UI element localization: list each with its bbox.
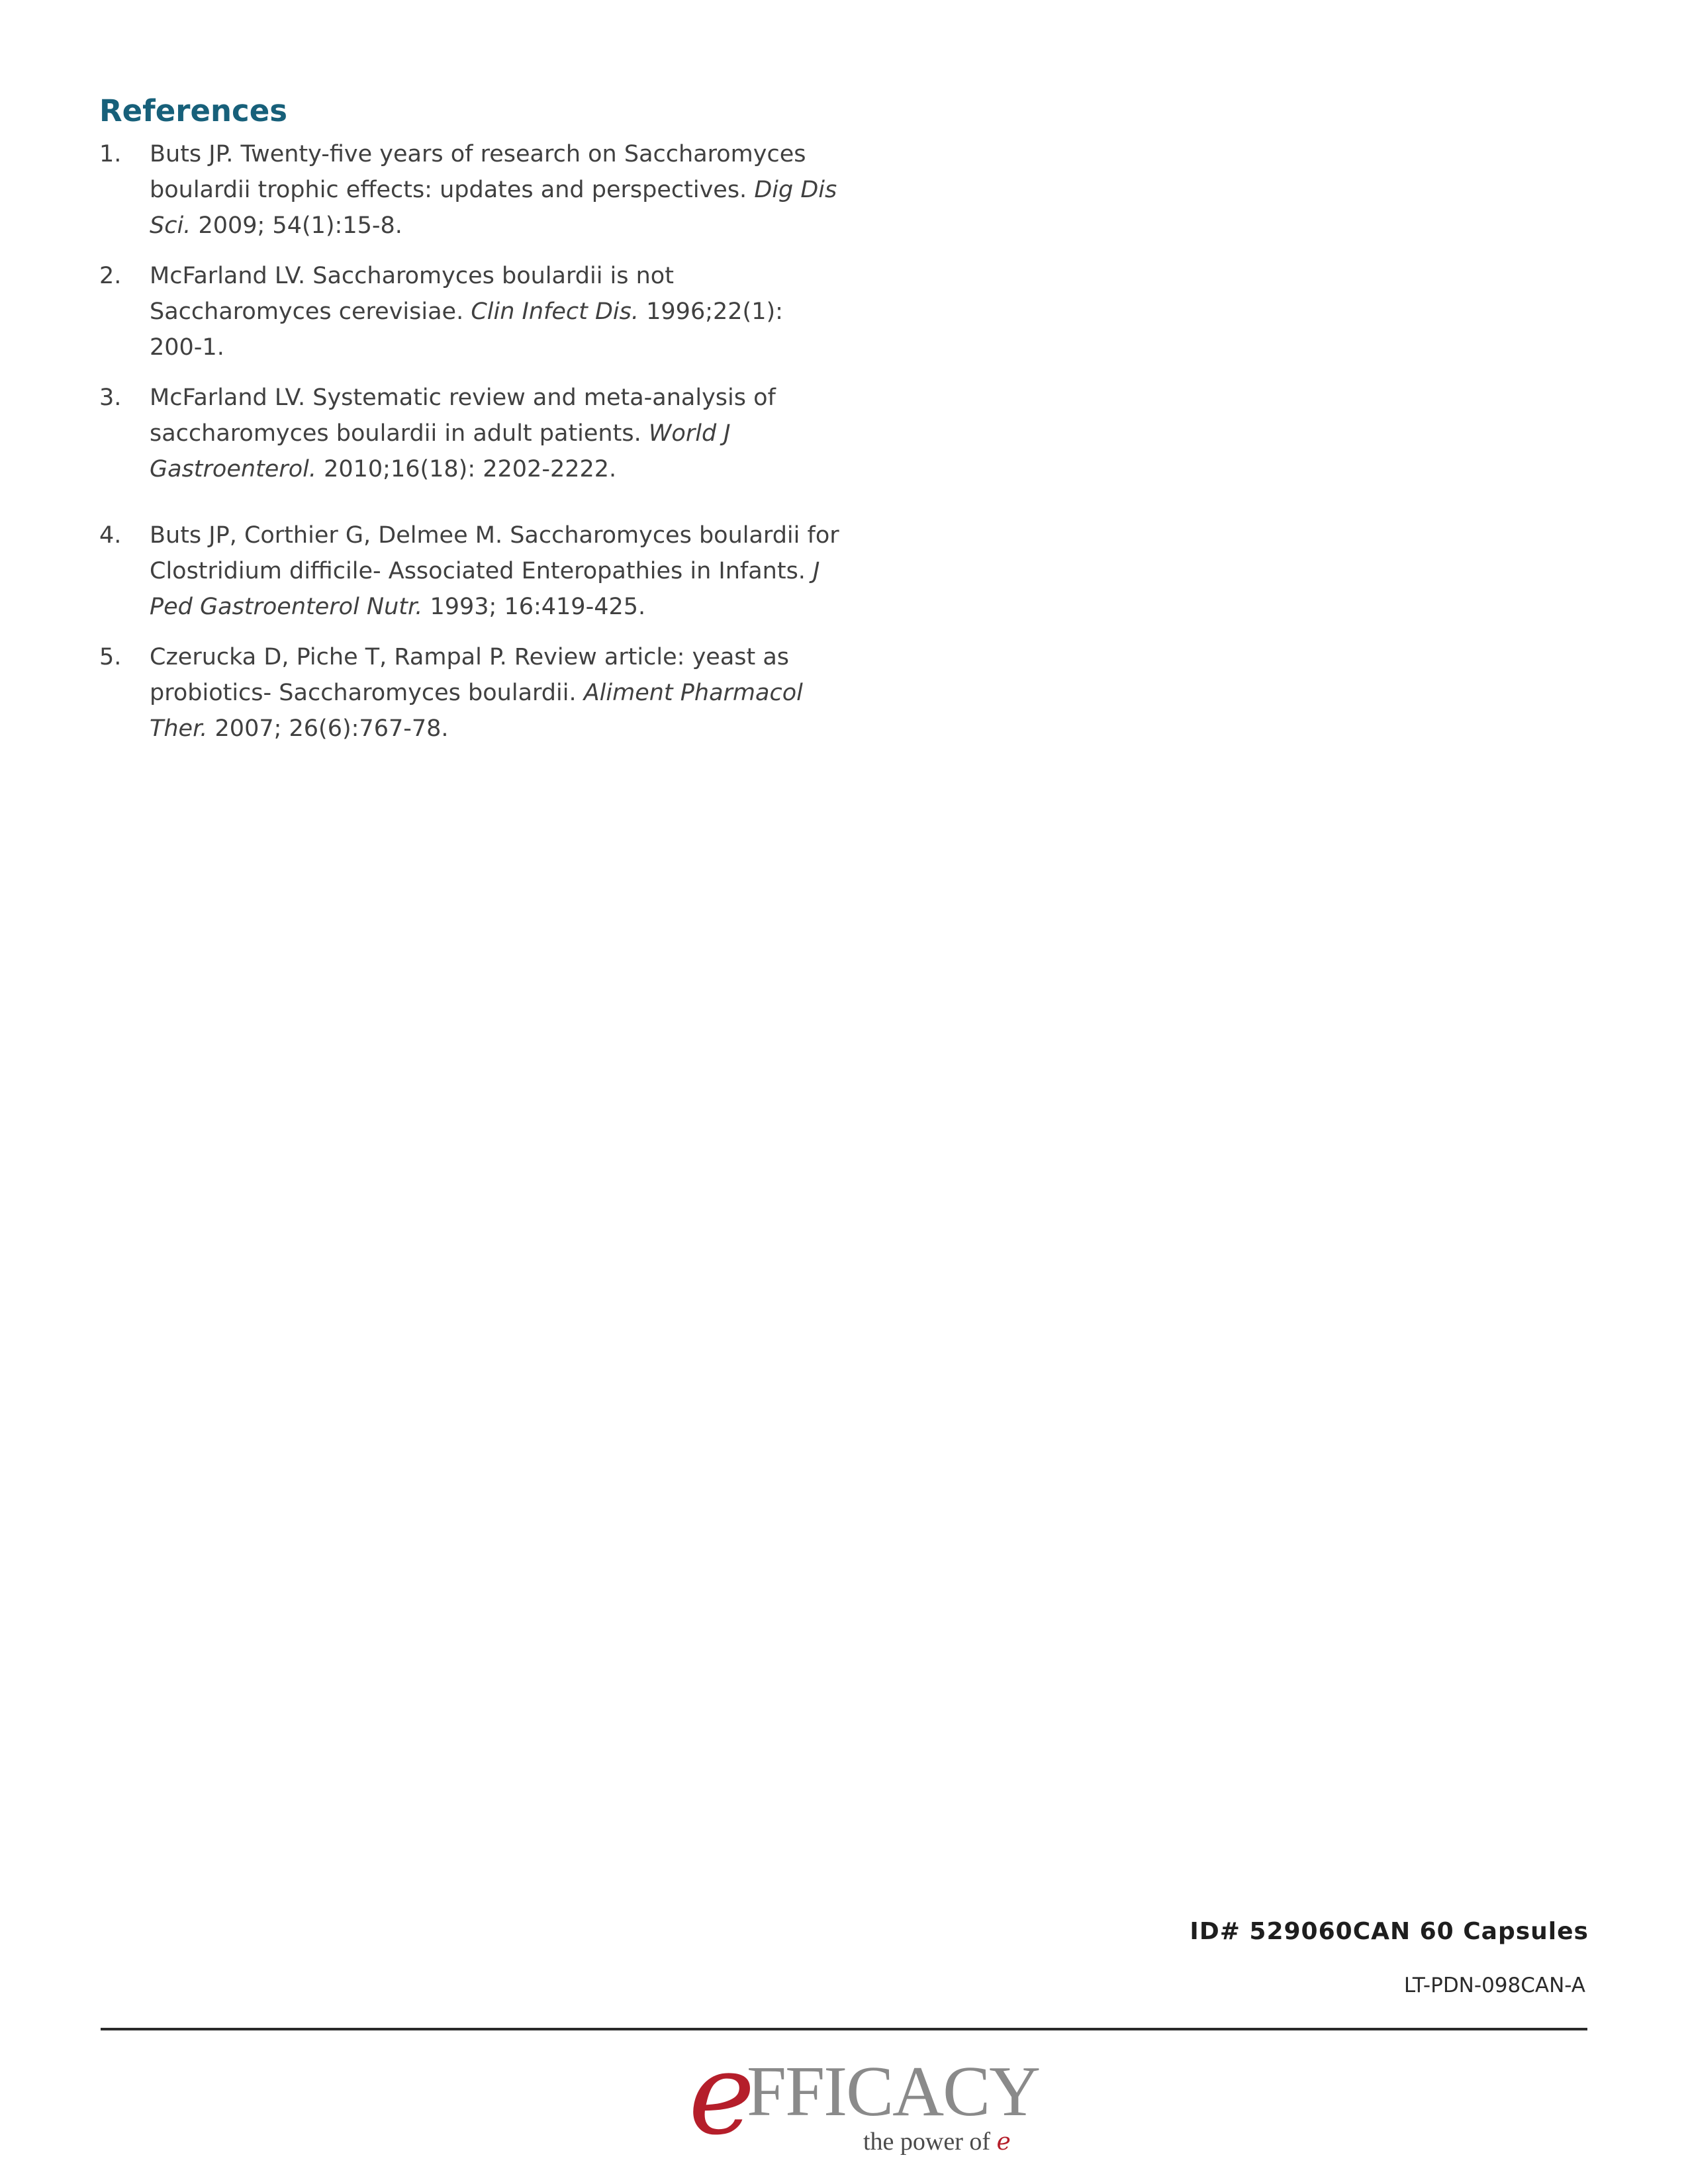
reference-citation: 2009; 54(1):15-8.: [191, 212, 402, 239]
efficacy-logo: [688, 2029, 1040, 2163]
reference-number: 1.: [99, 141, 122, 167]
reference-text: McFarland LV. Systematic review and meta-analysis of saccharomyces boulardii in adult patients.: [150, 385, 776, 447]
footer-divider: [101, 2028, 1587, 2030]
reference-text: Buts JP. Twenty-five years of research on Saccharomyces boulardii trophic effects: updates and perspectives.: [150, 141, 806, 203]
logo-initial: e: [688, 2029, 755, 2160]
reference-journal: Dig Dis Sci.: [150, 177, 837, 239]
reference-journal: J Ped Gastroenterol Nutr.: [150, 558, 820, 620]
reference-number: 5.: [99, 644, 122, 670]
reference-journal: World J Gastroenterol.: [150, 420, 731, 482]
reference-journal: Clin Infect Dis.: [471, 298, 639, 325]
reference-item: [99, 639, 841, 747]
reference-number: 3.: [99, 385, 122, 411]
reference-citation: 2007; 26(6):767-78.: [207, 715, 449, 742]
reference-text: McFarland LV. Saccharomyces boulardii is not Saccharomyces cerevisiae.: [150, 263, 674, 325]
logo-tagline: [863, 2127, 1011, 2157]
reference-citation: 2010;16(18): 2202-2222.: [316, 456, 617, 482]
reference-number: 2.: [99, 263, 122, 289]
reference-number: 4.: [99, 522, 122, 549]
logo-tagline-mark: e: [996, 2128, 1011, 2156]
references-section: [99, 93, 841, 761]
logo-tagline-text: the power of: [863, 2128, 991, 2156]
reference-item: [99, 518, 841, 625]
document-code: LT-PDN-098CAN-A: [1403, 1974, 1585, 1997]
reference-text: Buts JP, Corthier G, Delmee M. Saccharomyces boulardii for Clostridium difficile- Associated Enteropathies in Infants.: [150, 522, 839, 584]
reference-item: [99, 380, 841, 487]
reference-journal: Aliment Pharmacol Ther.: [150, 680, 803, 742]
reference-list: [99, 136, 841, 747]
reference-item: [99, 136, 841, 244]
logo-wordmark: FFICACY: [747, 2052, 1040, 2131]
reference-text: Czerucka D, Piche T, Rampal P. Review article: yeast as probiotics- Saccharomyces boulardii.: [150, 644, 790, 706]
reference-item: [99, 258, 841, 365]
reference-citation: 1993; 16:419-425.: [422, 594, 646, 620]
references-title: References: [99, 93, 287, 128]
reference-citation: 1996;22(1): 200-1.: [150, 298, 783, 361]
product-id-label: ID# 529060CAN 60 Capsules: [1190, 1918, 1589, 1945]
